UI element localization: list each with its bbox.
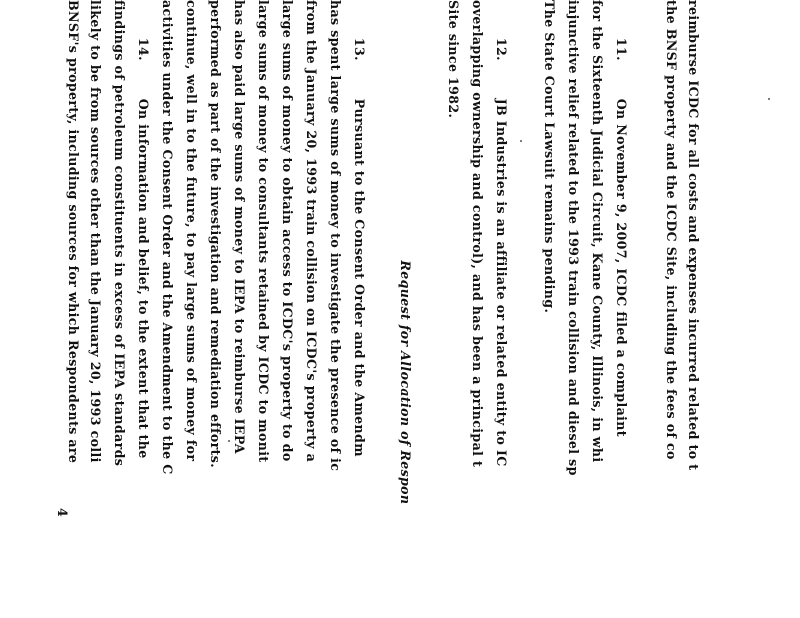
text-line: likely to be from sources other than the January 20, 1993 colli [88,0,103,463]
scan-speck [768,98,770,100]
text-line: the BNSF property and the ICDC Site, including the fees of co [664,0,679,460]
text-line: injunctive relief related to the 1993 train collision and diesel sp [566,0,581,476]
text-line: The State Court Lawsuit remains pending. [542,0,557,314]
text-line: activities under the Consent Order and the Amendment to the C [160,0,175,475]
scan-speck [520,140,522,142]
text-line: large sums of money to consultants retained by ICDC to monit [256,0,271,463]
rotated-text-body [66,0,701,618]
text-line: from the January 20, 1993 train collision on ICDC's property a [304,0,319,463]
text-line: reimburse ICDC for all costs and expenses incurred related to t [686,0,701,471]
text-line: continue, well in to the future, to pay large sums of money for [184,0,199,462]
text-line: for the Sixteenth Judicial Circuit, Kane County, Illinois, in whi [590,0,605,463]
text-line: has spent large sums of money to investigate the presence of ic [328,0,343,472]
text-line: 12. JB Industries is an affiliate or related entity to IC [494,0,509,467]
scan-speck [228,440,230,442]
text-line: 11. On November 9, 2007, ICDC filed a complaint [614,0,629,437]
text-line: has also paid large sums of money to IEPA to reimburse IEPA [232,0,247,454]
text-line: overlapping ownership and control), and has been a principal t [470,0,485,468]
text-line: performed as part of the investigation and remediation efforts. [208,0,223,468]
text-line: 14. On information and belief, to the extent that the [136,0,151,459]
text-line: large sums of money to obtain access to ICDC's property to do [280,0,295,462]
text-line: Site since 1982. [446,0,461,119]
page-number: 4 [55,508,70,517]
text-line: BNSF's property, including sources for which Respondents are [66,0,81,464]
text-line: findings of petroleum constituents in excess of IEPA standards [112,0,127,467]
section-heading: Request for Allocation of Respon [398,0,413,505]
text-line: 13. Pursuant to the Consent Order and the Amendm [352,0,367,457]
